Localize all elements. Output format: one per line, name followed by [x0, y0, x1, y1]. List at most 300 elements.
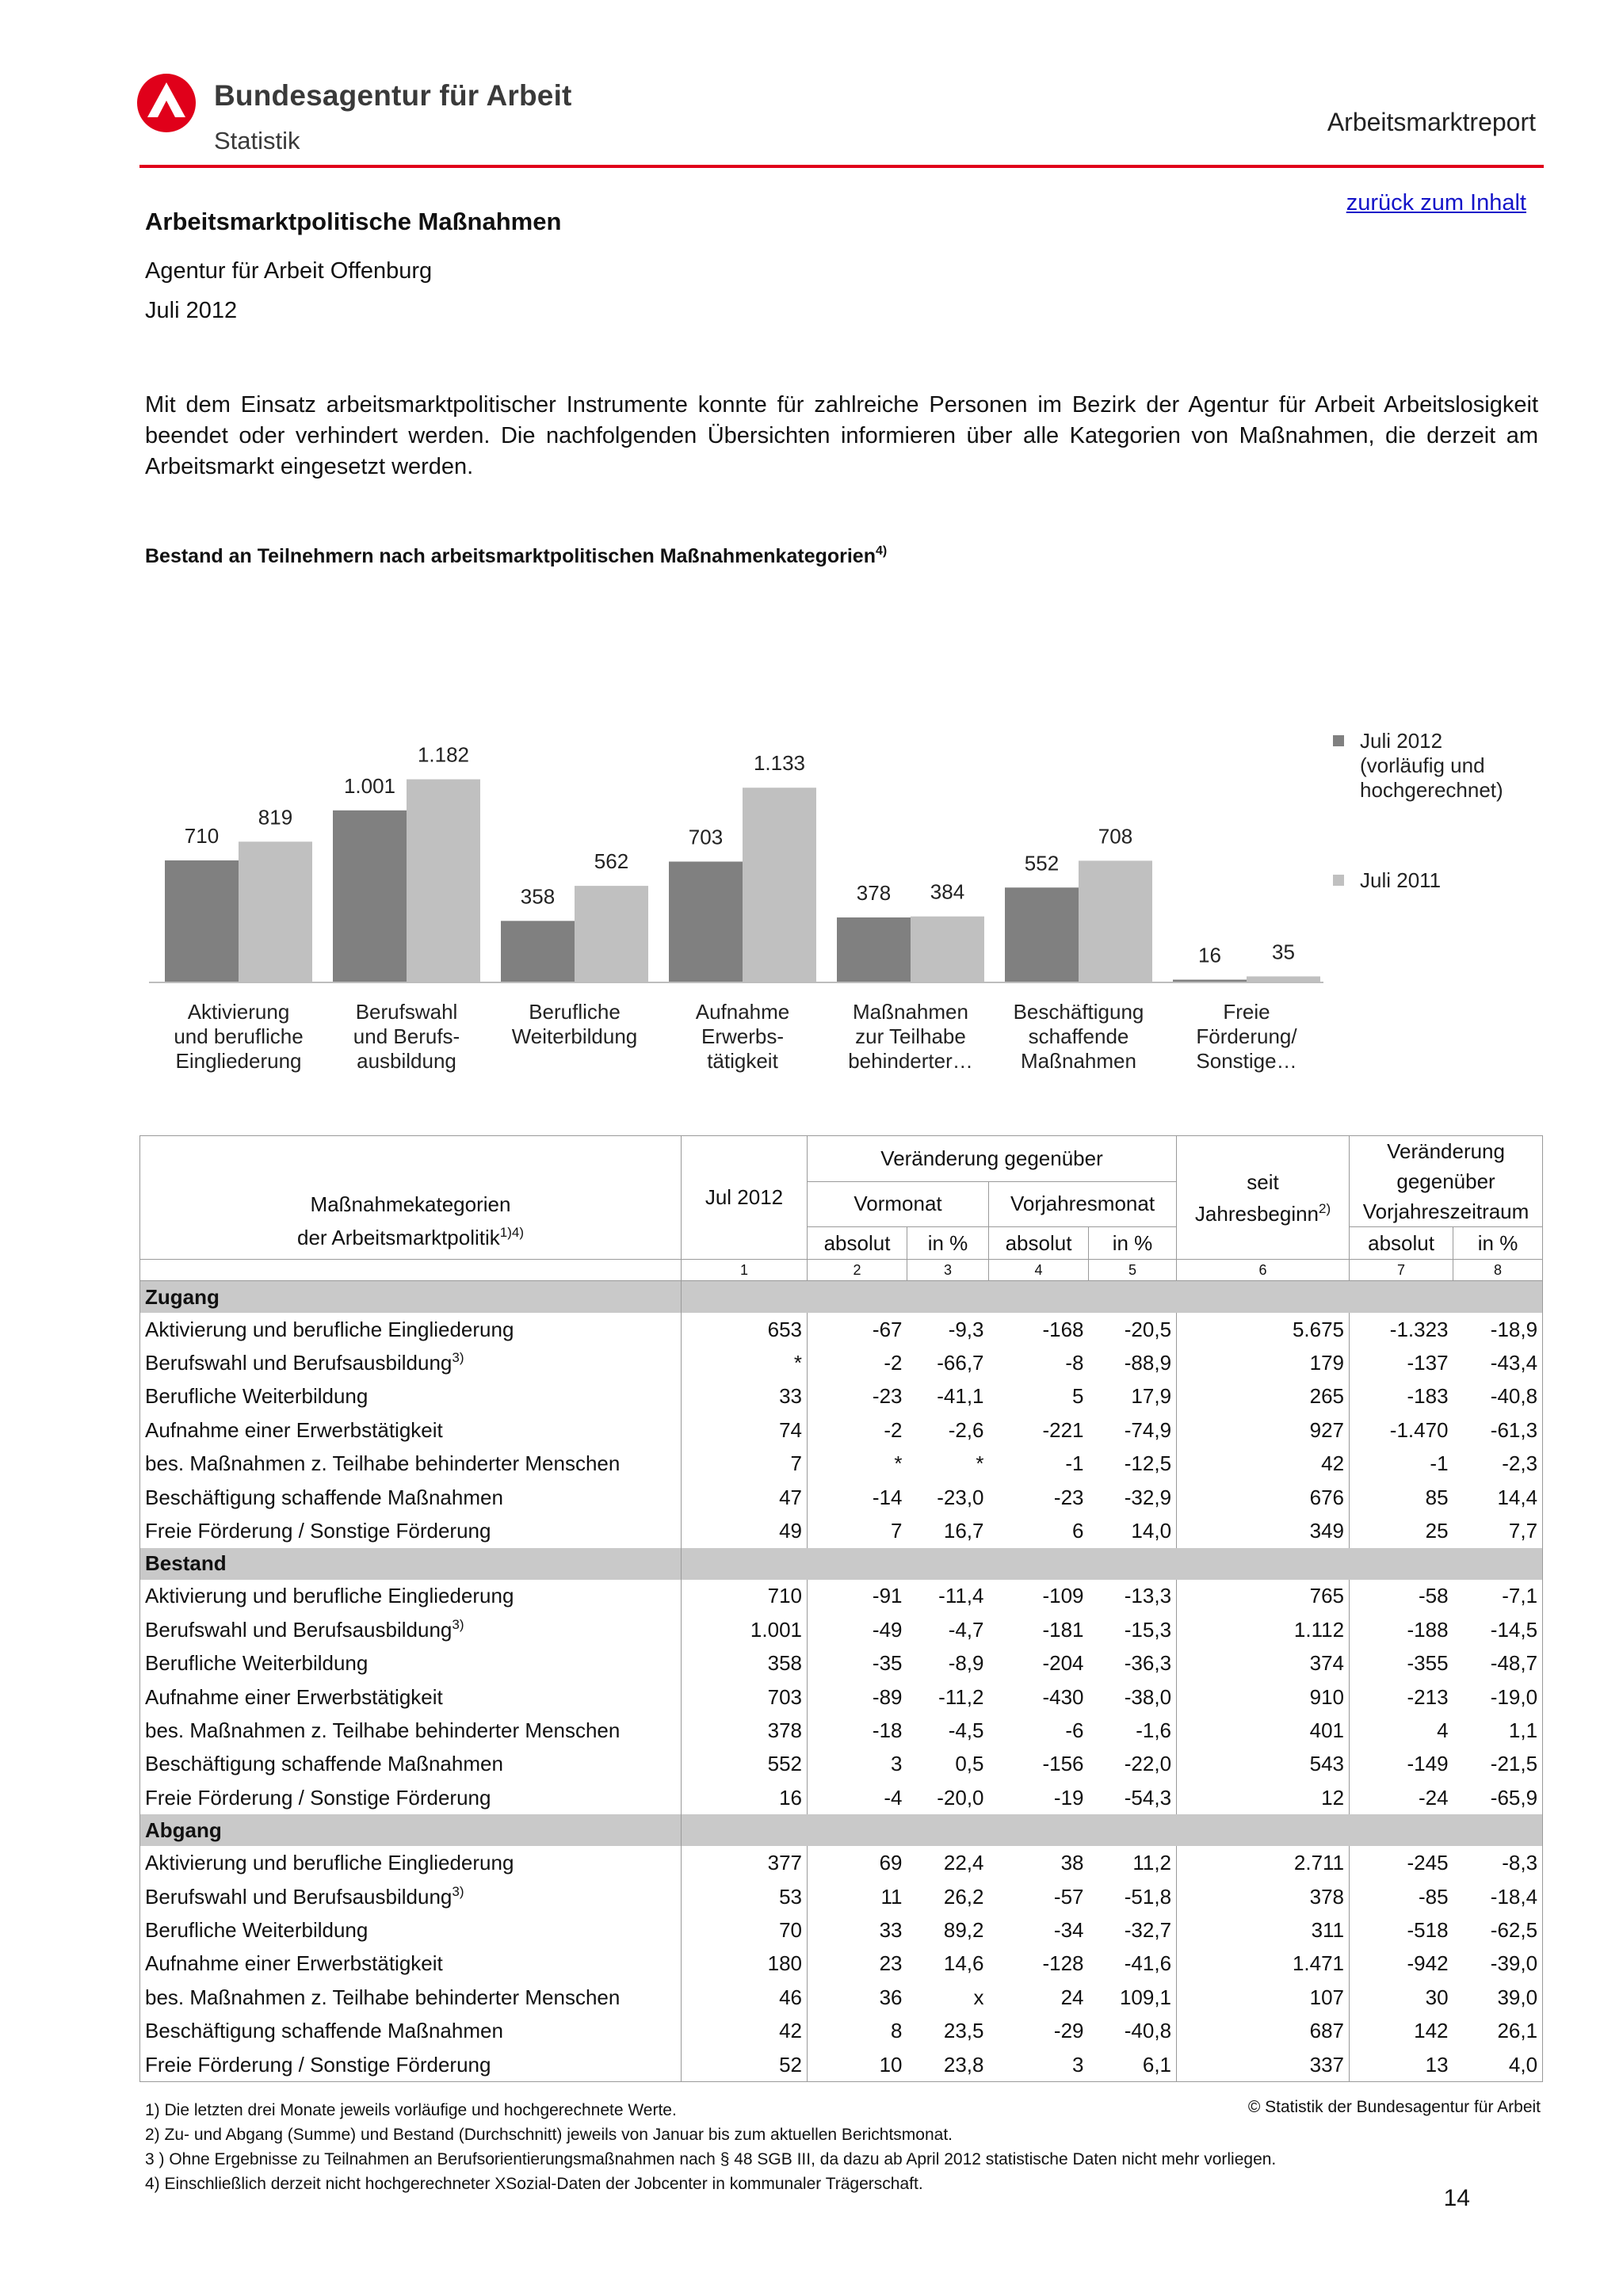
bar-value-label: 708 — [1098, 824, 1133, 849]
footnote-3: 3 ) Ohne Ergebnisse zu Teilnahmen an Berufsorientierungsmaßnahmen nach § 48 SGB III, da dazu ab April 2012 statistische Daten nicht mehr vorliegen. — [145, 2150, 1277, 2168]
cell-value: -9,3 — [948, 1317, 984, 1341]
cell-value: 1.112 — [1177, 1613, 1350, 1646]
table-row — [140, 1714, 1543, 1747]
cell-value: 378 — [682, 1714, 808, 1747]
cell-value: -85 — [1418, 1884, 1449, 1909]
cell-value: 6 — [1072, 1519, 1084, 1543]
category-label: Aktivierung — [187, 1000, 290, 1024]
cell-value: 0,5 — [955, 1752, 984, 1776]
row-label-text: Aktivierung und berufliche Eingliederung — [145, 1584, 514, 1608]
cell-value: -19 — [1053, 1785, 1084, 1810]
bar-jul-2012 — [165, 860, 239, 982]
cell-value: -13,3 — [1089, 1580, 1177, 1613]
cell-value: 24 — [1060, 1985, 1084, 2009]
header-absolut-3: absolut — [1350, 1227, 1453, 1260]
row-label-text: Berufliche Weiterbildung — [145, 1917, 369, 1942]
header-colnum-blank — [140, 1260, 682, 1281]
bar-jul-2011 — [911, 917, 984, 982]
cell-value: -61,3 — [1453, 1413, 1543, 1447]
cell-value: -14,5 — [1453, 1613, 1543, 1646]
cell-value: 70 — [682, 1913, 808, 1947]
cell-value: 8 — [891, 2019, 903, 2043]
cell-value: -43,4 — [1453, 1346, 1543, 1379]
header-colnum: 3 — [907, 1260, 989, 1281]
row-label-text: Beschäftigung schaffende Maßnahmen — [145, 1485, 503, 1509]
cell-value: -18 — [872, 1718, 903, 1742]
cell-value: -1 — [1430, 1451, 1449, 1476]
category-label: Weiterbildung — [511, 1024, 638, 1048]
table-row — [140, 1880, 1543, 1913]
cell-value: -1,6 — [1089, 1714, 1177, 1747]
cell-value: 23,5 — [943, 2019, 984, 2043]
cell-value: 1.471 — [1177, 1947, 1350, 1981]
cell-value: -54,3 — [1089, 1781, 1177, 1814]
header-jul-2012: Jul 2012 — [682, 1136, 808, 1260]
row-label — [140, 2014, 682, 2047]
table-row — [140, 1947, 1543, 1981]
bar-value-label: 552 — [1024, 851, 1060, 875]
cell-value: 69 — [879, 1851, 903, 1875]
cell-value: 30 — [1425, 1985, 1449, 2009]
row-label — [140, 1781, 682, 1814]
category-label: behinderter… — [848, 1049, 973, 1073]
cell-value: -41,1 — [937, 1384, 984, 1409]
cell-value: 358 — [682, 1647, 808, 1680]
header-colnum: 2 — [808, 1260, 907, 1281]
cell-value: 42 — [682, 2014, 808, 2047]
cell-value: 710 — [682, 1580, 808, 1613]
row-label-text: Aufnahme einer Erwerbstätigkeit — [145, 1417, 443, 1442]
cell-value: 26,2 — [943, 1884, 984, 1909]
cell-value: 676 — [1177, 1481, 1350, 1514]
header-colnum: 5 — [1089, 1260, 1177, 1281]
brand-name: Bundesagentur für Arbeit — [214, 79, 572, 112]
cell-value: -23,0 — [937, 1485, 984, 1509]
bar-jul-2011 — [575, 886, 648, 982]
cell-value: 25 — [1425, 1519, 1449, 1543]
cell-value: 1,1 — [1453, 1714, 1543, 1747]
section-row — [140, 1548, 1543, 1580]
header-colnum: 7 — [1350, 1260, 1453, 1281]
cell-value: -168 — [1042, 1317, 1084, 1341]
row-label-text: Aktivierung und berufliche Eingliederung — [145, 1317, 514, 1341]
cell-value: 38 — [1060, 1851, 1084, 1875]
table-row — [140, 1981, 1543, 2014]
header-pct-3: in % — [1453, 1227, 1543, 1260]
cell-value: 107 — [1177, 1981, 1350, 2014]
cell-value: -11,2 — [938, 1684, 984, 1709]
cell-value: -4,5 — [948, 1718, 984, 1742]
cell-value: -89 — [872, 1684, 903, 1709]
row-label — [140, 1413, 682, 1447]
bar-jul-2011 — [407, 780, 480, 982]
section-row — [140, 1814, 1543, 1846]
cell-value: 6,1 — [1089, 2048, 1177, 2082]
legend-label: hochgerechnet) — [1360, 778, 1503, 802]
cell-value: 109,1 — [1089, 1981, 1177, 2014]
cell-value: -35 — [872, 1651, 903, 1676]
table-row — [140, 1913, 1543, 1947]
category-label: Sonstige… — [1196, 1049, 1297, 1073]
cell-value: 5.675 — [1177, 1313, 1350, 1346]
table-row — [140, 1313, 1543, 1346]
cell-value: -149 — [1407, 1752, 1449, 1776]
legend-label: Juli 2012 — [1360, 729, 1443, 753]
cell-value: 7 — [682, 1447, 808, 1481]
row-label — [140, 1514, 682, 1547]
bar-value-label: 1.133 — [753, 751, 806, 776]
row-label — [140, 1947, 682, 1981]
row-label — [140, 1380, 682, 1413]
agency-name: Agentur für Arbeit Offenburg — [145, 258, 433, 284]
table-row — [140, 1613, 1543, 1646]
cell-value: * — [976, 1451, 984, 1476]
row-label-text: Aufnahme einer Erwerbstätigkeit — [145, 1684, 443, 1709]
cell-value: -942 — [1407, 1951, 1449, 1976]
cell-value: 349 — [1177, 1514, 1350, 1547]
cell-value: 12 — [1177, 1781, 1350, 1814]
cell-value: -8,9 — [948, 1651, 984, 1676]
header-vz-line3: Vorjahreszeitraum — [1362, 1199, 1529, 1223]
cell-value: 16,7 — [943, 1519, 984, 1543]
cell-value: -128 — [1042, 1951, 1084, 1976]
row-label-text: bes. Maßnahmen z. Teilhabe behinderter Menschen — [145, 1985, 621, 2009]
header-absolut-1: absolut — [808, 1227, 907, 1260]
cell-value: -39,0 — [1453, 1947, 1543, 1981]
cell-value: -8 — [1065, 1351, 1084, 1375]
row-label — [140, 1613, 682, 1646]
cell-value: 2.711 — [1177, 1846, 1350, 1879]
cell-value: -48,7 — [1453, 1647, 1543, 1680]
cell-value: -8,3 — [1453, 1846, 1543, 1879]
measures-table-wrap — [139, 1135, 1542, 2082]
cell-value: 910 — [1177, 1680, 1350, 1714]
cell-value: 47 — [682, 1481, 808, 1514]
cell-value: 927 — [1177, 1413, 1350, 1447]
cell-value: -18,9 — [1453, 1313, 1543, 1346]
bar-value-label: 16 — [1198, 943, 1221, 967]
row-label-text: Aufnahme einer Erwerbstätigkeit — [145, 1951, 443, 1976]
cell-value: -518 — [1407, 1917, 1449, 1942]
cell-value: -2 — [884, 1417, 903, 1442]
cell-value: 23,8 — [907, 2048, 989, 2082]
cell-value: -29 — [1053, 2019, 1084, 2043]
row-label-note: 3) — [452, 1616, 464, 1632]
cell-value: -355 — [1407, 1651, 1449, 1676]
row-label-text: Freie Förderung / Sonstige Förderung — [145, 2052, 491, 2077]
cell-value: 765 — [1177, 1580, 1350, 1613]
cell-value: 49 — [682, 1514, 808, 1547]
cell-value: 142 — [1414, 2019, 1449, 2043]
cell-value: -2,6 — [948, 1417, 984, 1442]
table-row — [140, 1781, 1543, 1814]
cell-value: -188 — [1407, 1617, 1449, 1642]
category-label: Maßnahmen — [1021, 1049, 1136, 1073]
cell-value: 374 — [1177, 1647, 1350, 1680]
header-colnum: 8 — [1453, 1260, 1543, 1281]
cell-value: -36,3 — [1089, 1647, 1177, 1680]
cell-value: -51,8 — [1089, 1880, 1177, 1913]
header-colnum: 1 — [682, 1260, 808, 1281]
legend-label: (vorläufig und — [1360, 753, 1485, 777]
cell-value: -183 — [1407, 1384, 1449, 1409]
category-label: Eingliederung — [175, 1049, 302, 1073]
cell-value: 3 — [989, 2048, 1089, 2082]
header-divider — [139, 165, 1544, 168]
row-label-text: bes. Maßnahmen z. Teilhabe behinderter Menschen — [145, 1718, 621, 1742]
cell-value: 42 — [1177, 1447, 1350, 1481]
cell-value: -38,0 — [1089, 1680, 1177, 1714]
ba-logo-icon — [136, 73, 197, 133]
category-label: Berufswahl — [355, 1000, 458, 1024]
bar-jul-2011 — [743, 788, 816, 982]
header-category-line1: Maßnahmekategorien — [310, 1192, 511, 1216]
cell-value: -6 — [1065, 1718, 1084, 1742]
cell-value: -65,9 — [1453, 1781, 1543, 1814]
cell-value: 543 — [1177, 1748, 1350, 1781]
cell-value: 687 — [1177, 2014, 1350, 2047]
table-row — [140, 1346, 1543, 1379]
cell-value: 5 — [1072, 1384, 1084, 1409]
table-row — [140, 1748, 1543, 1781]
row-label — [140, 1647, 682, 1680]
footnotes — [145, 2098, 1276, 2196]
cell-value: -40,8 — [1089, 2014, 1177, 2047]
cell-value: -12,5 — [1089, 1447, 1177, 1481]
cell-value: 552 — [682, 1748, 808, 1781]
section-name: Abgang — [140, 1814, 682, 1846]
measures-table — [139, 1135, 1543, 2082]
table-row — [140, 1680, 1543, 1714]
cell-value: -11,4 — [938, 1584, 984, 1608]
row-label-note: 3) — [452, 1350, 464, 1366]
cell-value: * — [894, 1451, 903, 1476]
header-vormonat: Vormonat — [808, 1181, 989, 1227]
cell-value: 11 — [880, 1884, 903, 1909]
category-label: tätigkeit — [707, 1049, 778, 1073]
cell-value: -21,5 — [1453, 1748, 1543, 1781]
cell-value: 265 — [1177, 1380, 1350, 1413]
header-vz-line2: gegenüber — [1396, 1169, 1495, 1193]
cell-value: -24 — [1418, 1785, 1449, 1810]
cell-value: -4,7 — [948, 1617, 984, 1642]
cell-value: 401 — [1177, 1714, 1350, 1747]
bar-jul-2011 — [1247, 976, 1320, 982]
cell-value: 3 — [891, 1752, 903, 1776]
category-label: Freie — [1223, 1000, 1270, 1024]
bar-value-label: 35 — [1272, 940, 1295, 964]
cell-value: 46 — [682, 1981, 808, 2014]
row-label-text: Freie Förderung / Sonstige Förderung — [145, 1519, 491, 1543]
chart-title — [145, 545, 887, 568]
bar-value-label: 358 — [520, 884, 556, 909]
cell-value: -34 — [1053, 1917, 1084, 1942]
bar-value-label: 384 — [930, 879, 965, 904]
intro-paragraph: Mit dem Einsatz arbeitsmarktpolitischer Instrumente konnte für zahlreiche Personen im Bezirk der Agentur für Arbeit Arbeitslosigkeit beendet oder verhindert werden. Die nachfolgenden Übersichten informieren über alle Kategorien von Maßnahmen, die derzeit am Arbeitsmarkt eingesetzt werden. — [145, 392, 1538, 479]
cell-value: -67 — [872, 1317, 903, 1341]
cell-value: -1.323 — [1389, 1317, 1449, 1341]
cell-value: * — [682, 1346, 808, 1379]
chart-title-text: Bestand an Teilnehmern nach arbeitsmarktpolitischen Maßnahmenkategorien — [145, 545, 876, 567]
bar-jul-2012 — [837, 917, 911, 982]
brand-subtitle: Statistik — [214, 127, 300, 154]
cell-value: -58 — [1418, 1584, 1449, 1608]
cell-value: 10 — [808, 2048, 907, 2082]
bar-value-label: 562 — [594, 849, 629, 874]
cell-value: -32,7 — [1089, 1913, 1177, 1947]
section-fill — [682, 1281, 1543, 1314]
row-label-text: Aktivierung und berufliche Eingliederung — [145, 1851, 514, 1875]
cell-value: -32,9 — [1089, 1481, 1177, 1514]
cell-value: 4 — [1437, 1718, 1449, 1742]
section-name: Zugang — [140, 1281, 682, 1314]
bar-chart — [143, 713, 1503, 1093]
footnote-2: 2) Zu- und Abgang (Summe) und Bestand (Durchschnitt) jeweils von Januar bis zum aktuellen Berichtsmonat. — [145, 2126, 953, 2144]
row-label-text: Berufswahl und Berufsausbildung — [145, 1884, 453, 1909]
footnote-1: 1) Die letzten drei Monate jeweils vorläufige und hochgerechnete Werte. — [145, 2101, 677, 2119]
category-label: Berufliche — [529, 1000, 621, 1024]
row-label — [140, 1880, 682, 1913]
row-label-text: Berufswahl und Berufsausbildung — [145, 1351, 453, 1375]
cell-value: -41,6 — [1089, 1947, 1177, 1981]
cell-value: -245 — [1407, 1851, 1449, 1875]
table-row — [140, 1481, 1543, 1514]
cell-value: 13 — [1350, 2048, 1453, 2082]
header-category-line2: der Arbeitsmarktpolitik — [297, 1226, 500, 1249]
bar-jul-2011 — [239, 841, 312, 982]
cell-value: -109 — [1042, 1584, 1084, 1608]
report-period: Juli 2012 — [145, 298, 238, 323]
header-category — [140, 1136, 682, 1260]
cell-value: 14,6 — [943, 1951, 984, 1976]
category-label: und berufliche — [174, 1024, 304, 1048]
cell-value: -74,9 — [1089, 1413, 1177, 1447]
legend-label: Juli 2011 — [1360, 868, 1442, 892]
row-label — [140, 2048, 682, 2082]
category-label: schaffende — [1028, 1024, 1129, 1048]
section-row — [140, 1281, 1543, 1314]
category-label: Aufnahme — [695, 1000, 790, 1024]
header-colnum: 6 — [1177, 1260, 1350, 1281]
cell-value: 7,7 — [1453, 1514, 1543, 1547]
row-label — [140, 1346, 682, 1379]
table-row — [140, 2014, 1543, 2047]
header-vz-line1: Veränderung — [1387, 1139, 1505, 1163]
cell-value: 74 — [682, 1413, 808, 1447]
bar-jul-2011 — [1079, 860, 1152, 982]
page-title: Arbeitsmarktpolitische Maßnahmen — [145, 208, 562, 235]
cell-value: -204 — [1042, 1651, 1084, 1676]
table-row — [140, 1846, 1543, 1879]
header-since-year-start — [1177, 1136, 1350, 1260]
row-label-text: Berufliche Weiterbildung — [145, 1651, 369, 1676]
category-label: und Berufs- — [353, 1024, 460, 1048]
cell-value: -1.470 — [1389, 1417, 1449, 1442]
row-label — [140, 1846, 682, 1879]
cell-value: 85 — [1425, 1485, 1449, 1509]
section-fill — [682, 1814, 1543, 1846]
row-label — [140, 1447, 682, 1481]
header-seit: seit — [1247, 1169, 1279, 1194]
row-label-text: Berufliche Weiterbildung — [145, 1384, 369, 1409]
cell-value: 17,9 — [1089, 1380, 1177, 1413]
cell-value: 311 — [1177, 1913, 1350, 1947]
cell-value: -221 — [1042, 1417, 1084, 1442]
cell-value: -7,1 — [1453, 1580, 1543, 1613]
bar-value-label: 819 — [258, 805, 293, 830]
row-label — [140, 1714, 682, 1747]
header-jahresbeginn: Jahresbeginn — [1194, 1201, 1319, 1226]
cell-value: -19,0 — [1453, 1680, 1543, 1714]
bar-value-label: 703 — [688, 825, 724, 849]
cell-value: 703 — [682, 1680, 808, 1714]
bar-jul-2012 — [501, 921, 575, 982]
cell-value: 52 — [682, 2048, 808, 2082]
cell-value: 653 — [682, 1313, 808, 1346]
cell-value: 39,0 — [1453, 1981, 1543, 2014]
cell-value: -66,7 — [937, 1351, 984, 1375]
cell-value: -23 — [1053, 1485, 1084, 1509]
cell-value: 89,2 — [943, 1917, 984, 1942]
cell-value: -91 — [872, 1584, 903, 1608]
cell-value: 16 — [682, 1781, 808, 1814]
table-row — [140, 1447, 1543, 1481]
row-label-text: Freie Förderung / Sonstige Förderung — [145, 1785, 491, 1810]
cell-value: -156 — [1042, 1752, 1084, 1776]
table-row — [140, 2048, 1543, 2082]
bar-value-label: 1.182 — [417, 742, 470, 767]
chart-title-note: 4) — [876, 544, 888, 558]
cell-value: -430 — [1042, 1684, 1084, 1709]
cell-value: -15,3 — [1089, 1613, 1177, 1646]
cell-value: 22,4 — [943, 1851, 984, 1875]
row-label — [140, 1580, 682, 1613]
row-label-text: bes. Maßnahmen z. Teilhabe behinderter Menschen — [145, 1451, 621, 1476]
cell-value: -2 — [884, 1351, 903, 1375]
table-row — [140, 1647, 1543, 1680]
cell-value: 36 — [879, 1985, 903, 2009]
row-label-text: Beschäftigung schaffende Maßnahmen — [145, 1752, 503, 1776]
cell-value: -181 — [1042, 1617, 1084, 1642]
cell-value: -20,0 — [937, 1785, 984, 1810]
cell-value: 14,4 — [1453, 1481, 1543, 1514]
cell-value: 179 — [1177, 1346, 1350, 1379]
copyright: © Statistik der Bundesagentur für Arbeit — [1247, 2098, 1541, 2116]
cell-value: 7 — [891, 1519, 903, 1543]
section-name: Bestand — [140, 1548, 682, 1580]
cell-value: 377 — [682, 1846, 808, 1879]
header-jahresbeginn-note: 2) — [1319, 1200, 1331, 1216]
cell-value: 180 — [682, 1947, 808, 1981]
cell-value: -137 — [1407, 1351, 1449, 1375]
table-row — [140, 1380, 1543, 1413]
header-change-group: Veränderung gegenüber — [808, 1136, 1177, 1182]
row-label-text: Beschäftigung schaffende Maßnahmen — [145, 2019, 503, 2043]
cell-value: -1 — [1065, 1451, 1084, 1476]
back-to-contents-link[interactable]: zurück zum Inhalt — [1346, 190, 1526, 215]
header-category-note: 1)4) — [499, 1225, 524, 1240]
section-fill — [682, 1548, 1543, 1580]
row-label — [140, 1313, 682, 1346]
cell-value: 14,0 — [1089, 1514, 1177, 1547]
cell-value: 1.001 — [682, 1613, 808, 1646]
category-label: zur Teilhabe — [855, 1024, 966, 1048]
footnote-4: 4) Einschließlich derzeit nicht hochgerechneter XSozial-Daten der Jobcenter in kommunaler Trägerschaft. — [145, 2175, 923, 2193]
cell-value: 23 — [879, 1951, 903, 1976]
cell-value: -49 — [872, 1617, 903, 1642]
cell-value: 26,1 — [1453, 2014, 1543, 2047]
category-label: Förderung/ — [1196, 1024, 1297, 1048]
